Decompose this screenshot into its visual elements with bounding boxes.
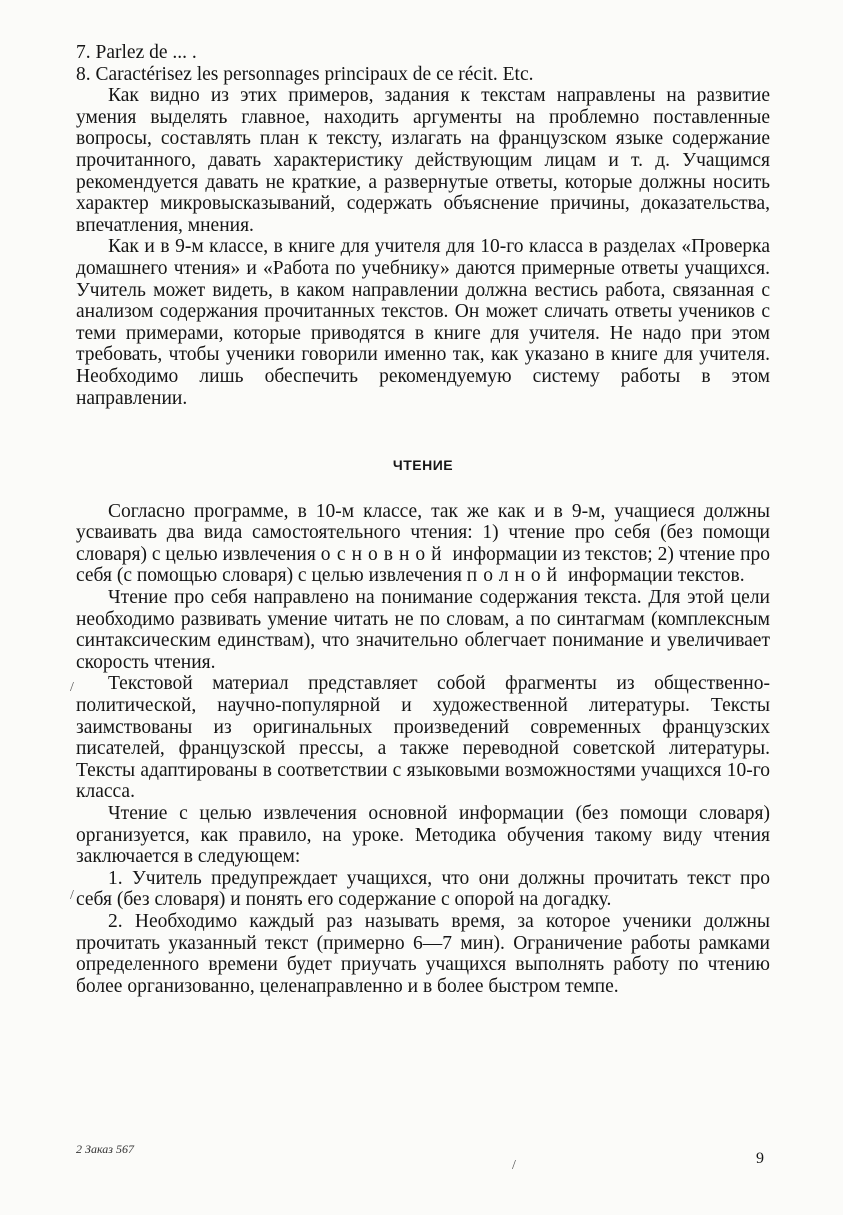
emphasis-main: основной: [320, 543, 448, 565]
pencil-mark: /: [70, 680, 74, 695]
paragraph-reading-program: [76, 501, 770, 587]
page-body: [76, 42, 770, 997]
reading-program-text-3: информации текстов.: [563, 565, 745, 587]
paragraph-step-2: 2. Необходимо каждый раз называть время, за которое ученики должны прочитать указанный текст (примерно 6—7 мин). Ограничение работы рамками определенного времени будет приучать учащихся выполнять работу по чтению более организованно, целенаправленно и в более быстром темпе.: [76, 910, 770, 997]
paragraph-examples: Как видно из этих примеров, задания к текстам направлены на развитие умения выделять главное, находить аргументы на проблемно поставленные вопросы, составлять план к тексту, излагать на французском языке содержание прочитанного, давать характеристику действующим лицам и т. д. Учащимся рекомендуется давать не краткие, а развернутые ответы, которые должны носить характер микровысказываний, содержать объяснение причины, доказательства, впечатления, мнения.: [76, 85, 770, 236]
list-item-8: 8. Caractérisez les personnages principaux de ce récit. Etc.: [76, 63, 534, 85]
section-heading: ЧТЕНИЕ: [392, 457, 454, 474]
paragraph-teacher-book: Как и в 9-м классе, в книге для учителя для 10-го класса в разделах «Проверка домашнего чтения» и «Работа по учебнику» даются примерные ответы учащихся. Учитель может видеть, в каком направлении должна вестись работа, связанная с анализом содержания прочитанных текстов. Он может сличать ответы учеников с теми примерами, которые приводятся в книге для учителя. Не надо при этом требовать, чтобы ученики говорили именно так, как указано в книге для учителя. Необходимо лишь обеспечить рекомендуемую систему работы в этом направлении.: [76, 236, 770, 409]
list-item-7: 7. Parlez de ... .: [76, 42, 197, 63]
paragraph-reading-method: Чтение с целью извлечения основной информации (без помощи словаря) организуется, как правило, на уроке. Методика обучения такому виду чтения заключается в следующем:: [76, 803, 770, 868]
reading-program-text-2: информации из текстов; 2) чтение про себя (с помощью словаря) с целью извлечения: [76, 543, 771, 587]
printer-signature: 2 Заказ 567: [76, 1142, 134, 1156]
paragraph-silent-reading: Чтение про себя направлено на понимание содержания текста. Для этой цели необходимо развивать умение читать не по словам, а по синтагмам (комплексным синтаксическим единствам), что значительно облегчает понимание и увеличивает скорость чтения.: [76, 587, 770, 673]
page-number: 9: [756, 1150, 764, 1167]
paragraph-text-material: Текстовой материал представляет собой фрагменты из общественно-политической, научно-популярной и художественной литературы. Тексты заимствованы из оригинальных произведений современных французских писателей, французской прессы, а также переводной советской литературы. Тексты адаптированы в соответствии с языковыми возможностями учащихся 10-го класса.: [76, 673, 770, 803]
paragraph-step-1: 1. Учитель предупреждает учащихся, что они должны прочитать текст про себя (без словаря) и понять его содержание с опорой на догадку.: [76, 867, 770, 911]
pencil-mark: /: [70, 888, 74, 903]
pencil-mark: /: [512, 1158, 516, 1173]
emphasis-full: полной: [466, 565, 564, 587]
reading-program-text-1: Согласно программе, в 10-м классе, так же как и в 9-м, учащиеся должны усваивать два вида самостоятельного чтения: 1) чтение про себя (без помощи словаря) с целью извлечения: [76, 500, 770, 565]
